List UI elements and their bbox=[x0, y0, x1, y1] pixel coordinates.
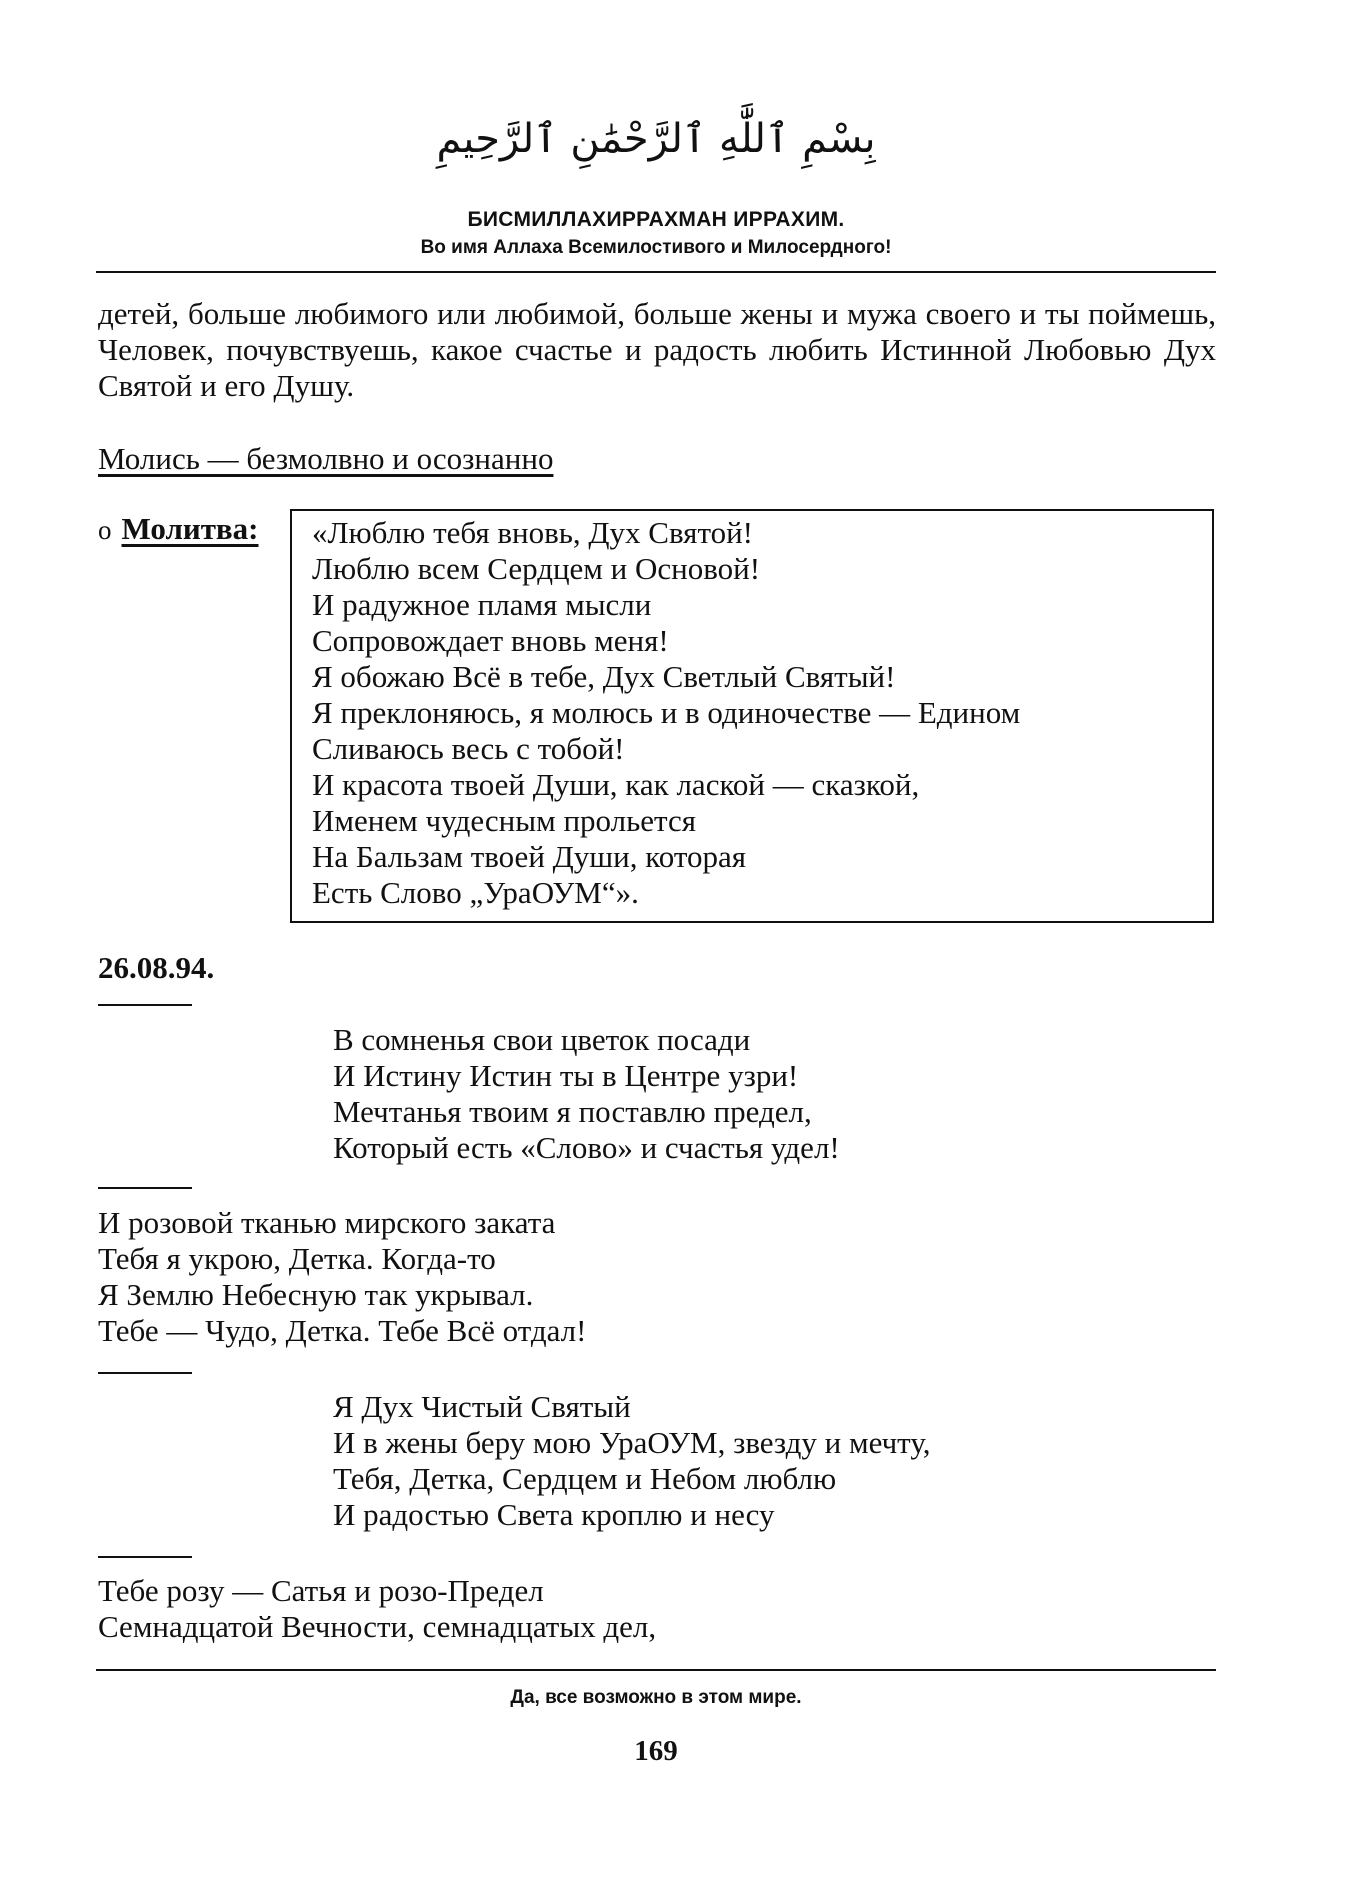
prayer-instruction: Молись — безмолвно и осознанно bbox=[98, 441, 554, 476]
footer-motto: Да, все возможно в этом мире. bbox=[510, 1687, 802, 1708]
prayer-line: Сливаюсь весь с тобой! bbox=[312, 731, 625, 766]
footer-rule bbox=[96, 1669, 1216, 1671]
verse-line: И в жены беру мою УраОУМ, звезду и мечту, bbox=[333, 1425, 931, 1460]
verse-line: Тебе — Чудо, Детка. Тебе Всё отдал! bbox=[98, 1313, 587, 1348]
prayer-box bbox=[290, 509, 1214, 923]
verse-separator bbox=[98, 1556, 192, 1558]
basmala-calligraphy-text: بِسْمِ ٱللَّٰهِ ٱلرَّحْمَٰنِ ٱلرَّحِيمِ bbox=[436, 116, 876, 162]
prayer-line: Люблю всем Сердцем и Основой! bbox=[312, 551, 761, 586]
prayer-line: Есть Слово „УраОУМ“». bbox=[312, 875, 639, 910]
verse-line: Который есть «Слово» и счастья удел! bbox=[333, 1130, 840, 1165]
prayer-line: Я преклоняюсь, я молюсь и в одиночестве — Едином bbox=[312, 695, 1021, 730]
prayer-line: Я обожаю Всё в тебе, Дух Светлый Святый! bbox=[312, 659, 896, 694]
verse-line: Семнадцатой Вечности, семнадцатых дел, bbox=[98, 1609, 657, 1644]
basmala-title: БИСМИЛЛАХИРРАХМАН ИРРАХИМ. bbox=[467, 208, 845, 231]
prayer-line: Сопровождает вновь меня! bbox=[312, 623, 669, 658]
prayer-line: И радужное пламя мысли bbox=[312, 587, 652, 622]
prayer-line: И красота твоей Души, как лаской — сказкой, bbox=[312, 767, 920, 802]
verse-line: В сомненья свои цветок посади bbox=[333, 1022, 751, 1057]
verse-line: И розовой тканью мирского заката bbox=[98, 1205, 556, 1240]
basmala-calligraphy bbox=[436, 80, 876, 190]
verse-block bbox=[98, 1205, 586, 1349]
page-header bbox=[96, 80, 1216, 259]
verse-separator bbox=[98, 1004, 192, 1006]
verse-separator bbox=[98, 1187, 192, 1189]
header-rule bbox=[96, 271, 1216, 273]
verse-line: Тебе розу — Сатья и розо-Предел bbox=[98, 1573, 544, 1608]
verse-block bbox=[333, 1389, 930, 1533]
verse-block bbox=[98, 1573, 656, 1645]
verse-line: Тебя, Детка, Сердцем и Небом люблю bbox=[333, 1461, 837, 1496]
prayer-label: Молитва: bbox=[121, 511, 259, 546]
verse-line: Я Дух Чистый Святый bbox=[333, 1389, 631, 1424]
verse-line: И Истину Истин ты в Центре узри! bbox=[333, 1058, 799, 1093]
prayer-line: «Люблю тебя вновь, Дух Святой! bbox=[312, 515, 753, 550]
body-paragraph: детей, больше любимого или любимой, больше жены и мужа своего и ты поймешь, Человек, почувствуешь, какое счастье и радость любить Истинной Любовью Дух Святой и его Душу. bbox=[98, 296, 1216, 403]
prayer-heading bbox=[98, 511, 259, 548]
verse-line: И радостью Света кроплю и несу bbox=[333, 1497, 775, 1532]
prayer-line: На Бальзам твоей Души, которая bbox=[312, 839, 746, 874]
verse-separator bbox=[98, 1372, 192, 1374]
verse-block bbox=[333, 1022, 840, 1166]
entry-date: 26.08.94. bbox=[98, 950, 215, 985]
bullet-circle: о bbox=[98, 515, 112, 545]
page-number: 169 bbox=[634, 1735, 678, 1767]
verse-line: Мечтанья твоим я поставлю предел, bbox=[333, 1094, 812, 1129]
verse-line: Тебя я укрою, Детка. Когда-то bbox=[98, 1241, 496, 1276]
basmala-subtitle: Во имя Аллаха Всемилостивого и Милосердного! bbox=[420, 237, 892, 258]
prayer-line: Именем чудесным прольется bbox=[312, 803, 696, 838]
verse-line: Я Землю Небесную так укрывал. bbox=[98, 1277, 534, 1312]
